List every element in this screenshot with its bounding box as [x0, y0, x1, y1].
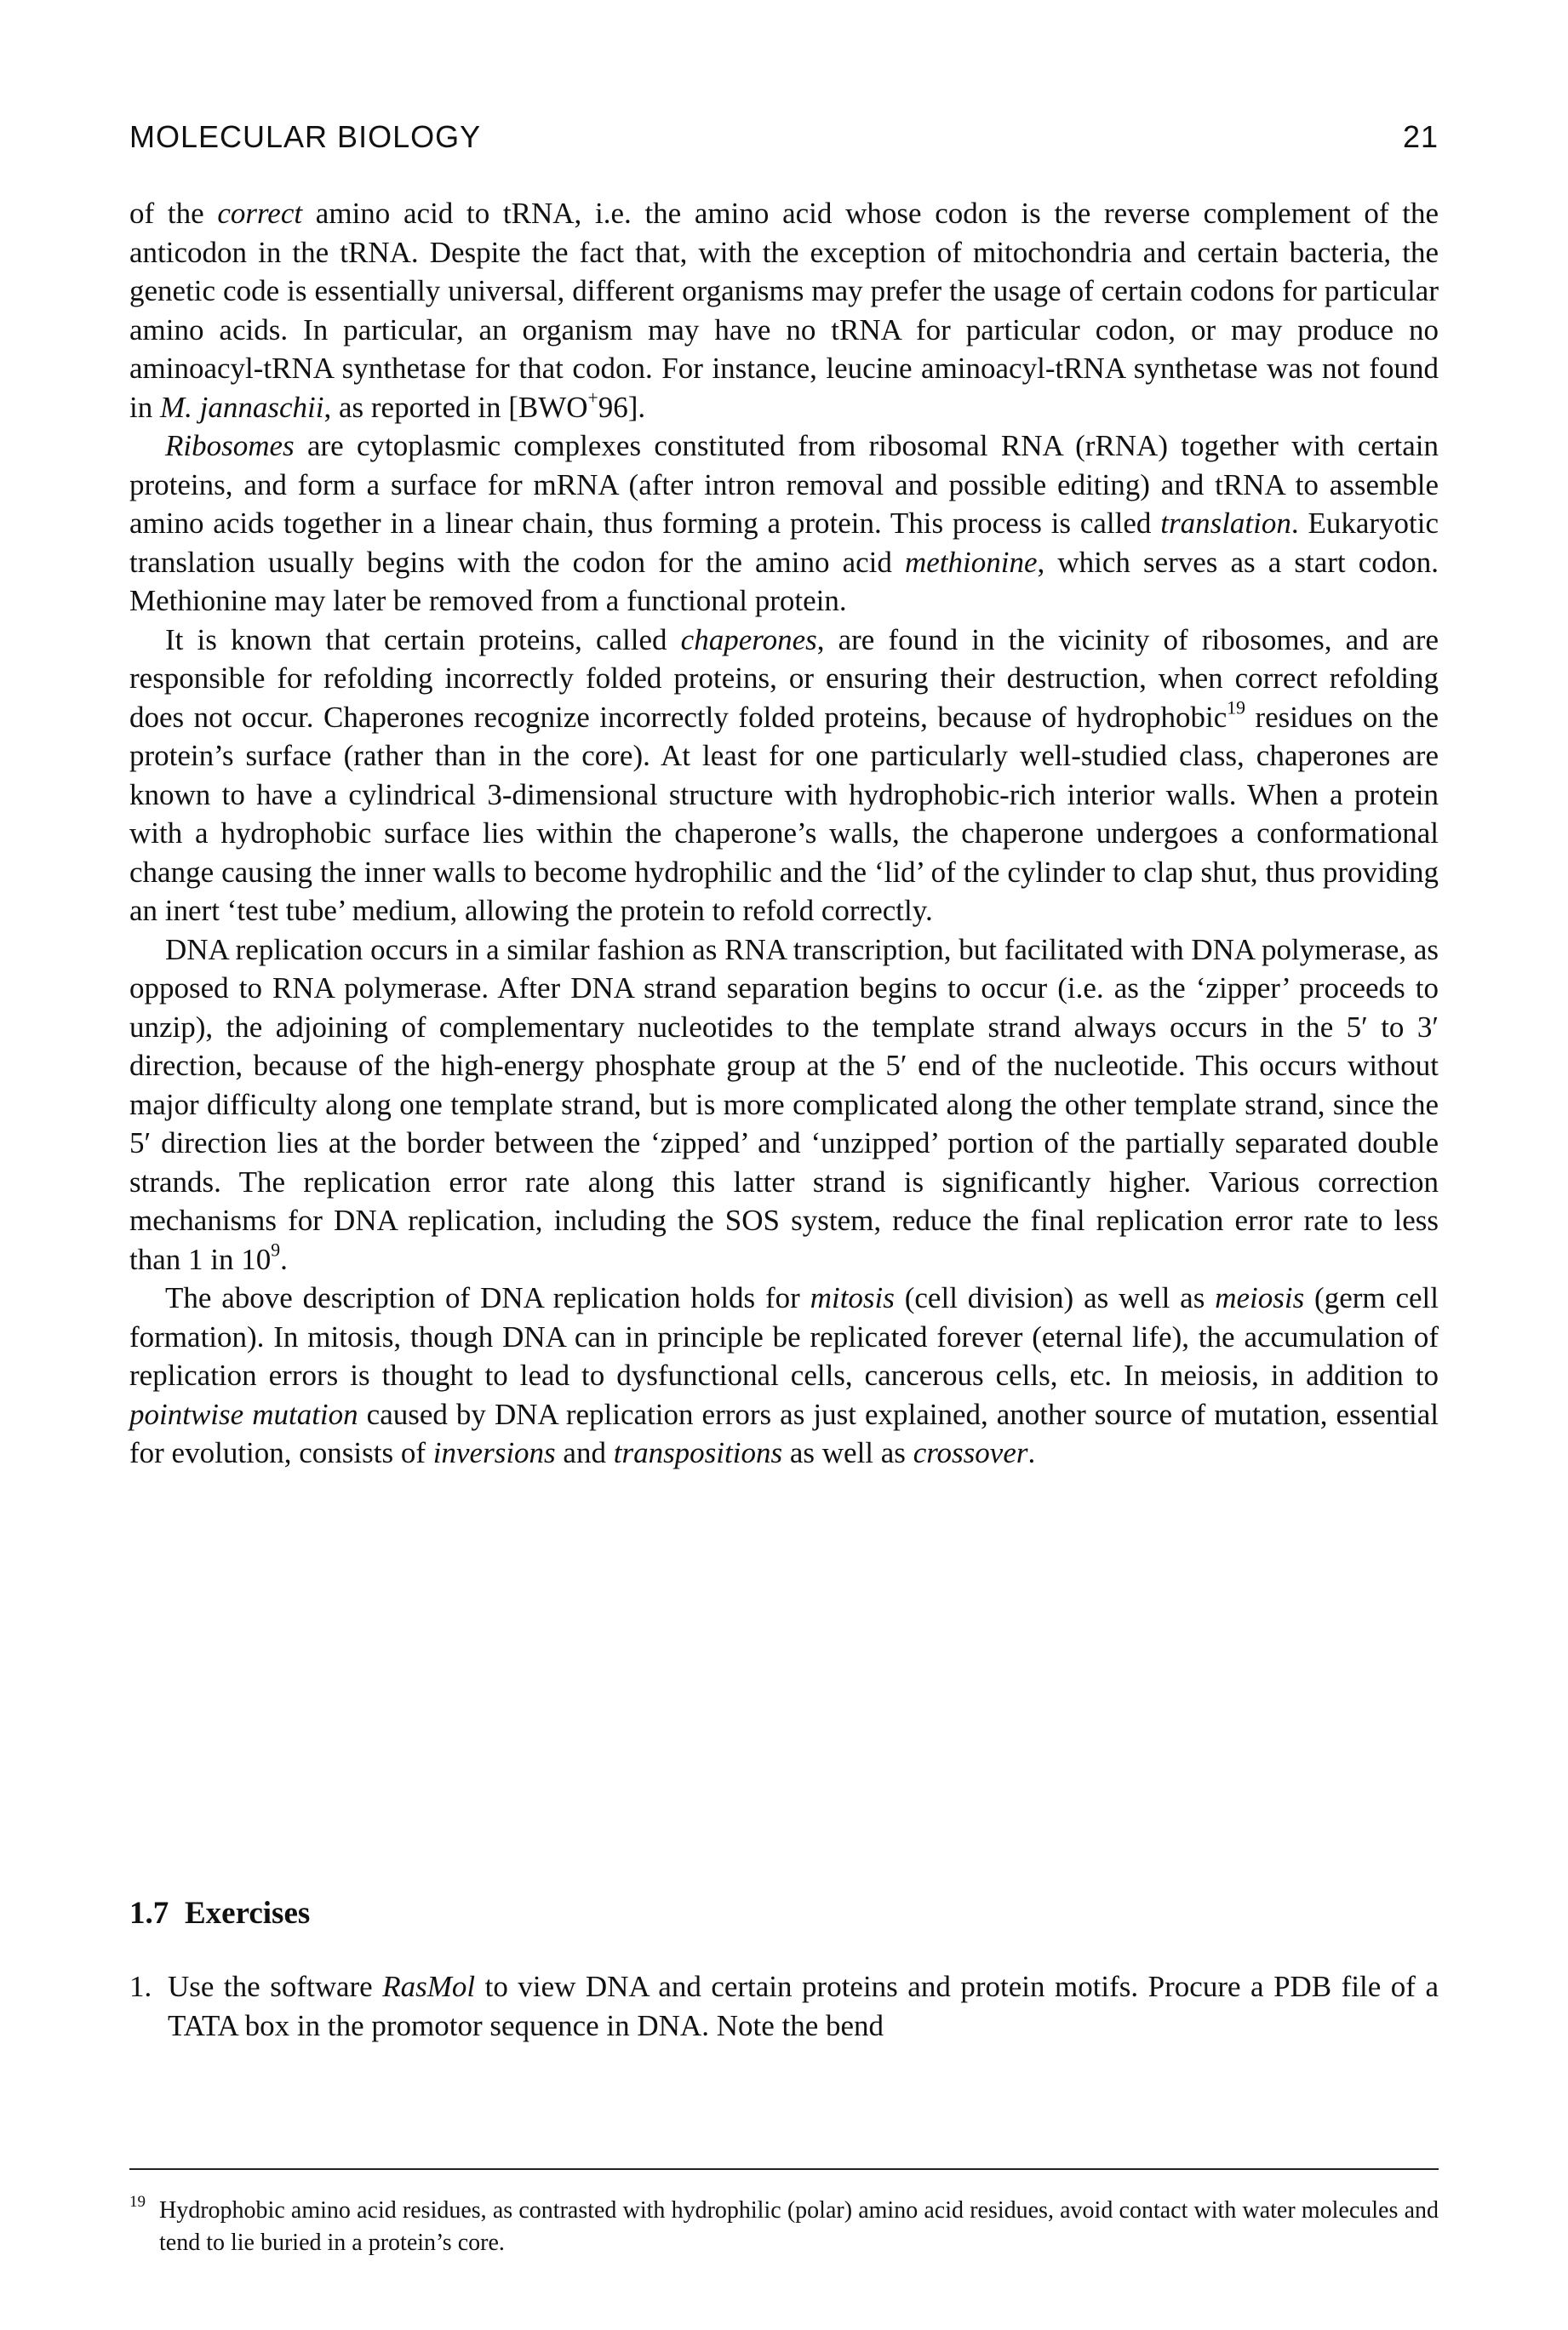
chapter-title: MOLECULAR BIOLOGY — [129, 119, 482, 154]
emphasis-crossover: crossover — [913, 1436, 1028, 1469]
emphasis-chaperones: chaperones — [680, 622, 817, 656]
citation-superscript: + — [587, 386, 598, 408]
text-run: amino acid to tRNA, i.e. the amino acid whose codon is the reverse complement of the anticodon in the tRNA. Despite the fact that, with the exception of mitochondria and certain bacteria, the genetic code is essentially universal, different organisms may prefer the usage of certain codons for particular amino acids. In particular, an organism may have no tRNA for particular codon, or may produce no aminoacyl-tRNA synthetase for that codon. For instance, leucine aminoacyl-tRNA synthetase was not found in — [129, 197, 1439, 424]
text-run: as well as — [782, 1436, 913, 1469]
emphasis-correct: correct — [217, 197, 303, 230]
paragraph-dna-replication — [129, 930, 1439, 1279]
emphasis-rasmol: RasMol — [382, 1970, 476, 2003]
text-run: , which serves as a start codon. Methionine may later be removed from a functional protein. — [129, 545, 1439, 617]
emphasis-species: M. jannaschii — [159, 390, 324, 424]
text-run: 96]. — [598, 390, 646, 424]
text-run: , are found in the vicinity of ribosomes, and are responsible for refolding incorrectly folded proteins, or ensuring their destruction, when correct refolding does not occur. Chaperones recognize incorrectly folded proteins, because of hydrophobic — [129, 622, 1439, 734]
section-heading — [129, 1895, 1439, 1932]
paragraph-ribosomes — [129, 426, 1439, 621]
emphasis-translation: translation — [1160, 507, 1291, 540]
text-run: and — [555, 1436, 614, 1469]
text-run: , as reported in [BWO — [323, 390, 588, 424]
text-run: (cell division) as well as — [894, 1281, 1216, 1314]
text-run: The above description of DNA replication holds for — [165, 1281, 810, 1314]
emphasis-pointwise-mutation: pointwise mutation — [129, 1397, 358, 1431]
emphasis-methionine: methionine — [904, 545, 1038, 579]
text-run: caused by DNA replication errors as just explained, another source of mutation, essential for evolution, consists of — [129, 1397, 1439, 1469]
text-run: . — [280, 1242, 288, 1276]
exercise-number: 1. — [129, 1970, 152, 2003]
exercise-text — [168, 1967, 1439, 2046]
text-run: DNA replication occurs in a similar fashion as RNA transcription, but facilitated with DNA polymerase, as opposed to RNA polymerase. After DNA strand separation begins to occur (i.e. as the ‘zipper’ proceeds to unzip), the adjoining of complementary nucleotides to the template strand always occurs in the 5′ to 3′ direction, because of the high-energy phosphate group at the 5′ end of the nucleotide. This occurs without major difficulty along one template strand, but is more complicated along the other template strand, since the 5′ direction lies at the border between the ‘zipped’ and ‘unzipped’ portion of the partially separated double strands. The replication error rate along this latter strand is significantly higher. Various correction mechanisms for DNA replication, including the SOS system, reduce the final replication error rate to less than 1 in 10 — [129, 932, 1439, 1276]
running-head — [129, 119, 1439, 162]
text-run: (germ cell formation). In mitosis, though DNA can in principle be replicated forever (eternal life), the accumulation of replication errors is thought to lead to dysfunctional cells, cancerous cells, etc. In meiosis, in addition to — [129, 1281, 1439, 1392]
section-title: Exercises — [185, 1896, 311, 1931]
footnote-reference[interactable]: 19 — [1227, 696, 1245, 718]
footnote-text: Hydrophobic amino acid residues, as contrasted with hydrophilic (polar) amino acid residues, avoid contact with water molecules and tend to lie buried in a protein’s core. — [159, 2197, 1439, 2256]
exercise-item — [129, 1967, 1439, 2046]
emphasis-inversions: inversions — [432, 1436, 556, 1469]
emphasis-meiosis: meiosis — [1215, 1281, 1305, 1314]
text-run: It is known that certain proteins, called — [165, 622, 681, 656]
text-run: Use the software — [168, 1970, 383, 2003]
footnote-divider — [129, 2168, 1439, 2170]
text-run: residues on the protein’s surface (rather than in the core). At least for one particularly well-studied class, chaperones are known to have a cylindrical 3-dimensional structure with hydrophobic-rich interior walls. When a protein with a hydrophobic surface lies within the chaperone’s walls, the chaperone undergoes a conformational change causing the inner walls to become hydrophilic and the ‘lid’ of the cylinder to clap shut, thus providing an inert ‘test tube’ medium, allowing the protein to refold correctly. — [129, 700, 1439, 927]
paragraph-mitosis-meiosis — [129, 1279, 1439, 1473]
emphasis-mitosis: mitosis — [810, 1281, 895, 1314]
text-run: to view DNA and certain proteins and protein motifs. Procure a PDB file of a TATA box in the promotor sequence in DNA. Note the bend — [168, 1970, 1439, 2042]
footnote-mark: 19 — [129, 2193, 146, 2211]
paragraph-trna-codon-usage — [129, 194, 1439, 426]
paragraph-chaperones — [129, 621, 1439, 930]
footnote — [129, 2195, 1439, 2259]
text-run: . Eukaryotic translation usually begins with the codon for the amino acid — [129, 507, 1439, 579]
exponent-superscript: 9 — [271, 1239, 281, 1260]
text-run: of the — [129, 197, 218, 230]
section-number: 1.7 — [129, 1896, 169, 1931]
emphasis-transpositions: transpositions — [613, 1436, 783, 1469]
emphasis-ribosomes: Ribosomes — [165, 429, 295, 462]
body-text — [129, 194, 1439, 1473]
text-run: . — [1027, 1436, 1036, 1469]
text-run: are cytoplasmic complexes constituted from ribosomal RNA (rRNA) together with certain proteins, and form a surface for mRNA (after intron removal and possible editing) and tRNA to assemble amino acids together in a linear chain, thus forming a protein. This process is called — [129, 429, 1439, 540]
page-number: 21 — [1402, 119, 1439, 154]
